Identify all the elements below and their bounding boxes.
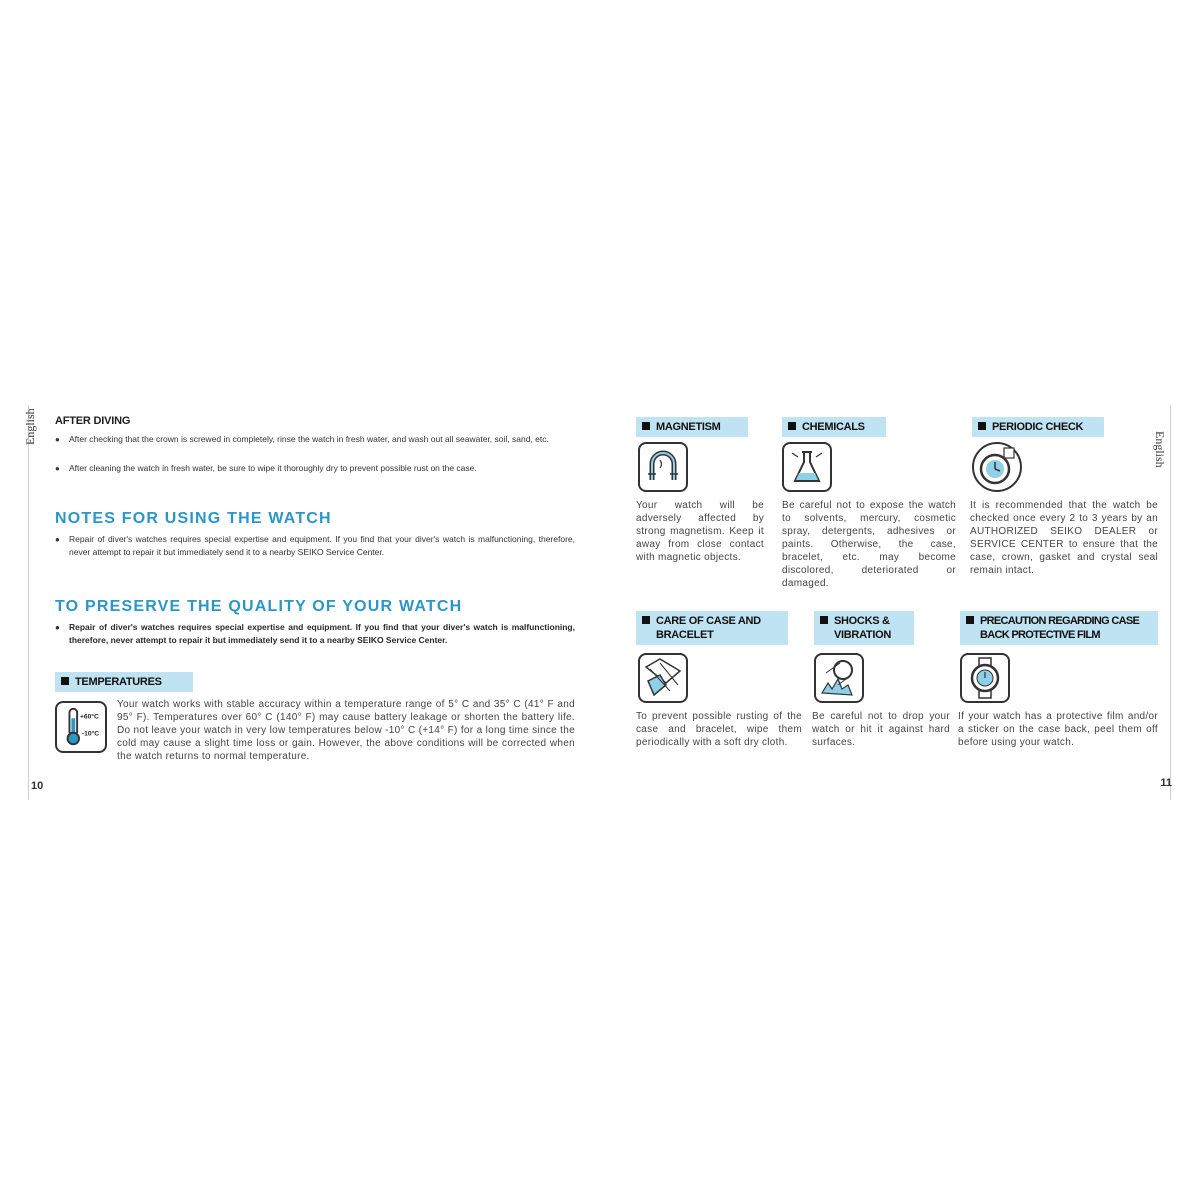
- square-bullet-icon: [966, 616, 974, 624]
- care-text: To prevent possible rusting of the case and bracelet, wipe them periodically with a soft dry cloth.: [636, 711, 802, 748]
- side-language-label: English: [23, 408, 37, 445]
- magnetism-text: Your watch will be adversely affected by strong magnetism. Keep it away from close contact with magnetic objects.: [636, 500, 764, 563]
- thermometer-icon: [55, 701, 107, 753]
- protective-film-label: PRECAUTION REGARDING CASE BACK PROTECTIVE FILM: [960, 611, 1158, 645]
- temperatures-text: Your watch works with stable accuracy within a temperature range of 5° C and 35° C (41° F and 95° F). Temperatures over 60° C (140° F) may cause battery leakage or shorten the battery life. Do not leave your watch in very low temperatures below -10° C (+14° F) for a long time since the cold may cause a slight time loss or gain. However, the above conditions will be corrected when the watch returns to normal temperature.: [117, 699, 575, 762]
- preserve-section-title: TO PRESERVE THE QUALITY OF YOUR WATCH: [55, 598, 463, 615]
- watch-film-icon: [960, 653, 1010, 703]
- right-page: [620, 405, 1171, 800]
- square-bullet-icon: [788, 422, 796, 430]
- bullet-icon: ●: [55, 435, 60, 444]
- bullet-icon: ●: [55, 535, 60, 544]
- shocks-label: SHOCKS & VIBRATION: [814, 611, 914, 645]
- periodic-check-text: It is recommended that the watch be checked once every 2 to 3 years by an AUTHORIZED SEIKO DEALER or SERVICE CENTER to ensure that the case, crown, gasket and crystal seal remain intact.: [970, 500, 1158, 576]
- after-diving-bullet: ● After cleaning the watch in fresh water, be sure to wipe it thoroughly dry to prevent possible rust on the case.: [55, 463, 477, 473]
- page-number: 10: [31, 780, 44, 792]
- after-diving-title: AFTER DIVING: [55, 415, 131, 427]
- side-language-label: English: [1153, 431, 1168, 468]
- square-bullet-icon: [642, 422, 650, 430]
- svg-text:+60°C: +60°C: [80, 713, 99, 721]
- notes-bullet: ● Repair of diver's watches requires special expertise and equipment. If you find that your diver's watch is malfunctioning, therefore, never attempt to repair it but immediately send it to a nearby SEIKO Service Center.: [55, 534, 575, 557]
- after-diving-bullet: ● After checking that the crown is screwed in completely, rinse the watch in fresh water, and wash out all seawater, soil, sand, etc.: [55, 434, 549, 444]
- square-bullet-icon: [642, 616, 650, 624]
- temperatures-label: TEMPERATURES: [55, 672, 193, 692]
- cleaning-cloth-icon: [638, 653, 688, 703]
- chemicals-label: CHEMICALS: [782, 417, 886, 437]
- magnet-icon: [638, 442, 688, 492]
- protective-film-text: If your watch has a protective film and/or a sticker on the case back, peel them off before using your watch.: [958, 711, 1158, 748]
- notes-section-title: NOTES FOR USING THE WATCH: [55, 510, 332, 527]
- flask-icon: [782, 442, 832, 492]
- shock-icon: [814, 653, 864, 703]
- svg-text:-10°C: -10°C: [81, 730, 100, 738]
- bullet-icon: ●: [55, 623, 60, 632]
- periodic-check-label: PERIODIC CHECK: [972, 417, 1104, 437]
- shocks-text: Be careful not to drop your watch or hit it against hard surfaces.: [812, 711, 950, 748]
- square-bullet-icon: [61, 677, 69, 685]
- left-page: [23, 405, 581, 800]
- page-number: 11: [1160, 777, 1172, 789]
- care-label: CARE OF CASE AND BRACELET: [636, 611, 788, 645]
- preserve-bullet: ● Repair of diver's watches requires special expertise and equipment. If you find that your diver's watch is malfunctioning, therefore, never attempt to repair it but immediately send it to a nearby SEIKO Service Center.: [55, 622, 575, 645]
- bullet-icon: ●: [55, 464, 60, 473]
- chemicals-text: Be careful not to expose the watch to solvents, mercury, cosmetic spray, detergents, adhesives or paints. Otherwise, the case, bracelet, etc. may become discolored, deteriorated or damaged.: [782, 500, 956, 589]
- clock-check-icon: [972, 442, 1022, 492]
- square-bullet-icon: [820, 616, 828, 624]
- magnetism-label: MAGNETISM: [636, 417, 748, 437]
- square-bullet-icon: [978, 422, 986, 430]
